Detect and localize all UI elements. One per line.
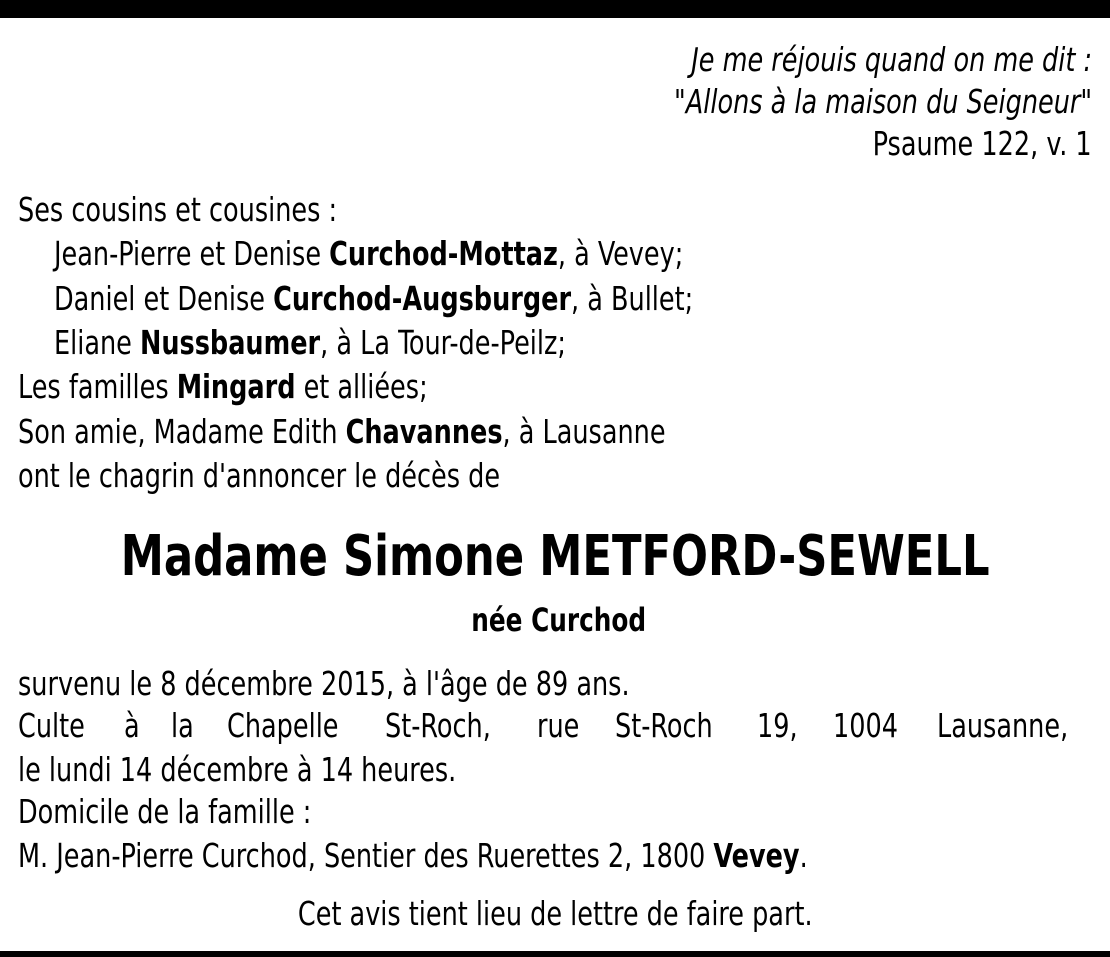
domicile-city: Vevey xyxy=(713,836,800,875)
epigraph-line-1: Je me réjouis quand on me dit : xyxy=(691,40,1092,79)
domicile-label: Domicile de la famille : xyxy=(18,792,312,831)
service-word: St-Roch, xyxy=(384,706,491,745)
cousin-given: Jean-Pierre et Denise xyxy=(54,234,330,273)
families-suffix: et alliées; xyxy=(295,367,428,406)
service-word: Culte xyxy=(18,706,85,745)
maiden-name xyxy=(0,600,1110,640)
cousin-place: , à Vevey; xyxy=(557,234,684,273)
bottom-border-rule xyxy=(0,951,1110,957)
cousin-given: Eliane xyxy=(54,323,140,362)
deceased-name-text: Madame Simone METFORD-SEWELL xyxy=(120,524,990,589)
family-intro: Ses cousins et cousines : xyxy=(18,190,338,229)
cousin-line-1 xyxy=(54,234,683,274)
service-word: St-Roch xyxy=(614,706,713,745)
service-word: à xyxy=(124,706,141,745)
friend-surname: Chavannes xyxy=(345,412,503,451)
announcement-line: ont le chagrin d'annoncer le décès de xyxy=(18,456,501,495)
epigraph-line-2: "Allons à la maison du Seigneur" xyxy=(673,82,1092,121)
top-border-rule xyxy=(0,0,1110,18)
cousin-surname: Curchod-Mottaz xyxy=(329,234,558,273)
closing-note xyxy=(0,894,1110,934)
families-line xyxy=(18,367,428,407)
maiden-name-text: née Curchod xyxy=(471,601,647,639)
cousin-surname: Nussbaumer xyxy=(139,323,321,362)
friend-suffix: , à Lausanne xyxy=(502,412,666,451)
cousin-surname: Curchod-Augsburger xyxy=(273,279,572,318)
cousin-line-2 xyxy=(54,279,693,319)
domicile-address: M. Jean-Pierre Curchod, Sentier des Ruerettes 2, 1800 xyxy=(18,836,714,875)
service-word: rue xyxy=(536,706,580,745)
epigraph-reference: Psaume 122, v. 1 xyxy=(872,124,1092,163)
service-word: Chapelle xyxy=(226,706,339,745)
families-prefix: Les familles xyxy=(18,367,177,406)
cousin-line-3 xyxy=(54,323,566,363)
service-word: la xyxy=(171,706,195,745)
domicile-end: . xyxy=(799,836,808,875)
cousin-place: , à Bullet; xyxy=(571,279,694,318)
domicile-address-line xyxy=(18,836,808,876)
death-line: survenu le 8 décembre 2015, à l'âge de 89 ans. xyxy=(18,664,630,703)
service-time-line: le lundi 14 décembre à 14 heures. xyxy=(18,750,457,789)
friend-prefix: Son amie, Madame Edith xyxy=(18,412,346,451)
service-word: 1004 xyxy=(833,706,899,745)
cousin-given: Daniel et Denise xyxy=(54,279,274,318)
closing-note-text: Cet avis tient lieu de lettre de faire part. xyxy=(297,894,813,933)
deceased-name xyxy=(0,522,1110,592)
service-word: Lausanne, xyxy=(937,706,1069,745)
service-word: 19, xyxy=(757,706,798,745)
friend-line xyxy=(18,412,666,452)
service-line xyxy=(18,706,1090,746)
cousin-place: , à La Tour-de-Peilz; xyxy=(320,323,566,362)
families-surname: Mingard xyxy=(176,367,296,406)
